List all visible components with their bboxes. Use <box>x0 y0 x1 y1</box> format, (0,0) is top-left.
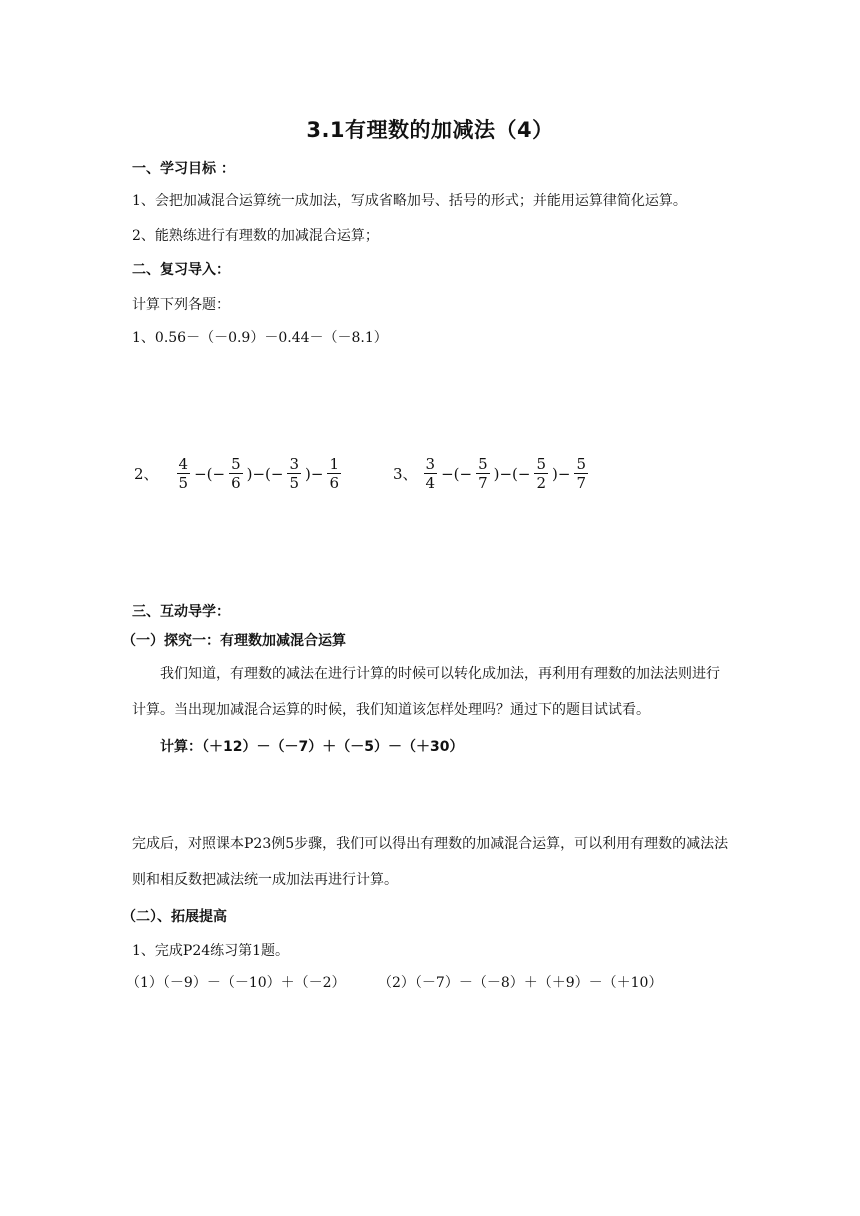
objective-item-2: 2、能熟练进行有理数的加减混合运算； <box>132 228 379 244</box>
exercise-1: （1）（－9）－（－10）＋（－2） <box>126 975 346 991</box>
section1-heading: 一、学习目标 ： <box>132 161 235 177</box>
operator: )− <box>305 464 324 483</box>
fraction: $\frac{5}{7}$ <box>478 455 488 492</box>
fraction: $\frac{3}{4}$ <box>425 455 436 492</box>
exercise-intro: 1、完成P24练习第1题。 <box>132 943 290 959</box>
subsection-2-heading: （二）、拓展提高 <box>122 909 227 925</box>
paragraph-1: 我们知道，有理数的减法在进行计算的时候可以转化成加法，再利用有理数的加法法则进行计算。当出现加减混合运算的时候，我们知道该怎样处理吗？通过下的题目试试看。 <box>132 666 720 718</box>
section3-heading: 三、互动导学： <box>132 604 230 620</box>
question-2-label: 2、 <box>134 464 159 483</box>
operator: )−(− <box>493 464 531 483</box>
subsection-1-heading: （一）探究一：有理数加减混合运算 <box>122 633 346 649</box>
calc-label: 计算： <box>160 739 202 755</box>
calc-expression <box>160 736 463 756</box>
exercise-2: （2）（－7）－（－8）＋（＋9）－（＋10） <box>378 975 663 991</box>
review-question-2 <box>132 455 343 492</box>
review-intro: 计算下列各题： <box>132 297 230 313</box>
fraction: $\frac{3}{5}$ <box>289 455 300 492</box>
fraction: $\frac{1}{6}$ <box>329 455 339 492</box>
fraction: $\frac{4}{5}$ <box>178 455 189 492</box>
section2-heading: 二、复习导入： <box>132 262 230 278</box>
review-question-3 <box>391 455 590 492</box>
operator: −(− <box>194 464 226 483</box>
question-3-label: 3、 <box>393 464 418 483</box>
page-title: 3.1有理数的加减法（4） <box>306 118 554 142</box>
operator: )− <box>552 464 571 483</box>
operator: −(− <box>441 464 473 483</box>
operator: )−(− <box>246 464 284 483</box>
objective-item-1: 1、会把加减混合运算统一成加法，写成省略加号、括号的形式；并能用运算律简化运算。 <box>132 193 687 209</box>
review-question-1: 1、0.56－（－0.9）－0.44－（－8.1） <box>132 330 388 346</box>
fraction: $\frac{5}{6}$ <box>231 455 241 492</box>
fraction: $\frac{5}{2}$ <box>536 455 547 492</box>
paragraph-2: 完成后，对照课本P23例5步骤，我们可以得出有理数的加减混合运算，可以利用有理数的减法法则和相反数把减法统一成加法再进行计算。 <box>132 836 729 888</box>
fraction: $\frac{5}{7}$ <box>576 455 586 492</box>
calc-expr: （＋12）－（－7）＋（－5）－（＋30） <box>202 739 464 755</box>
